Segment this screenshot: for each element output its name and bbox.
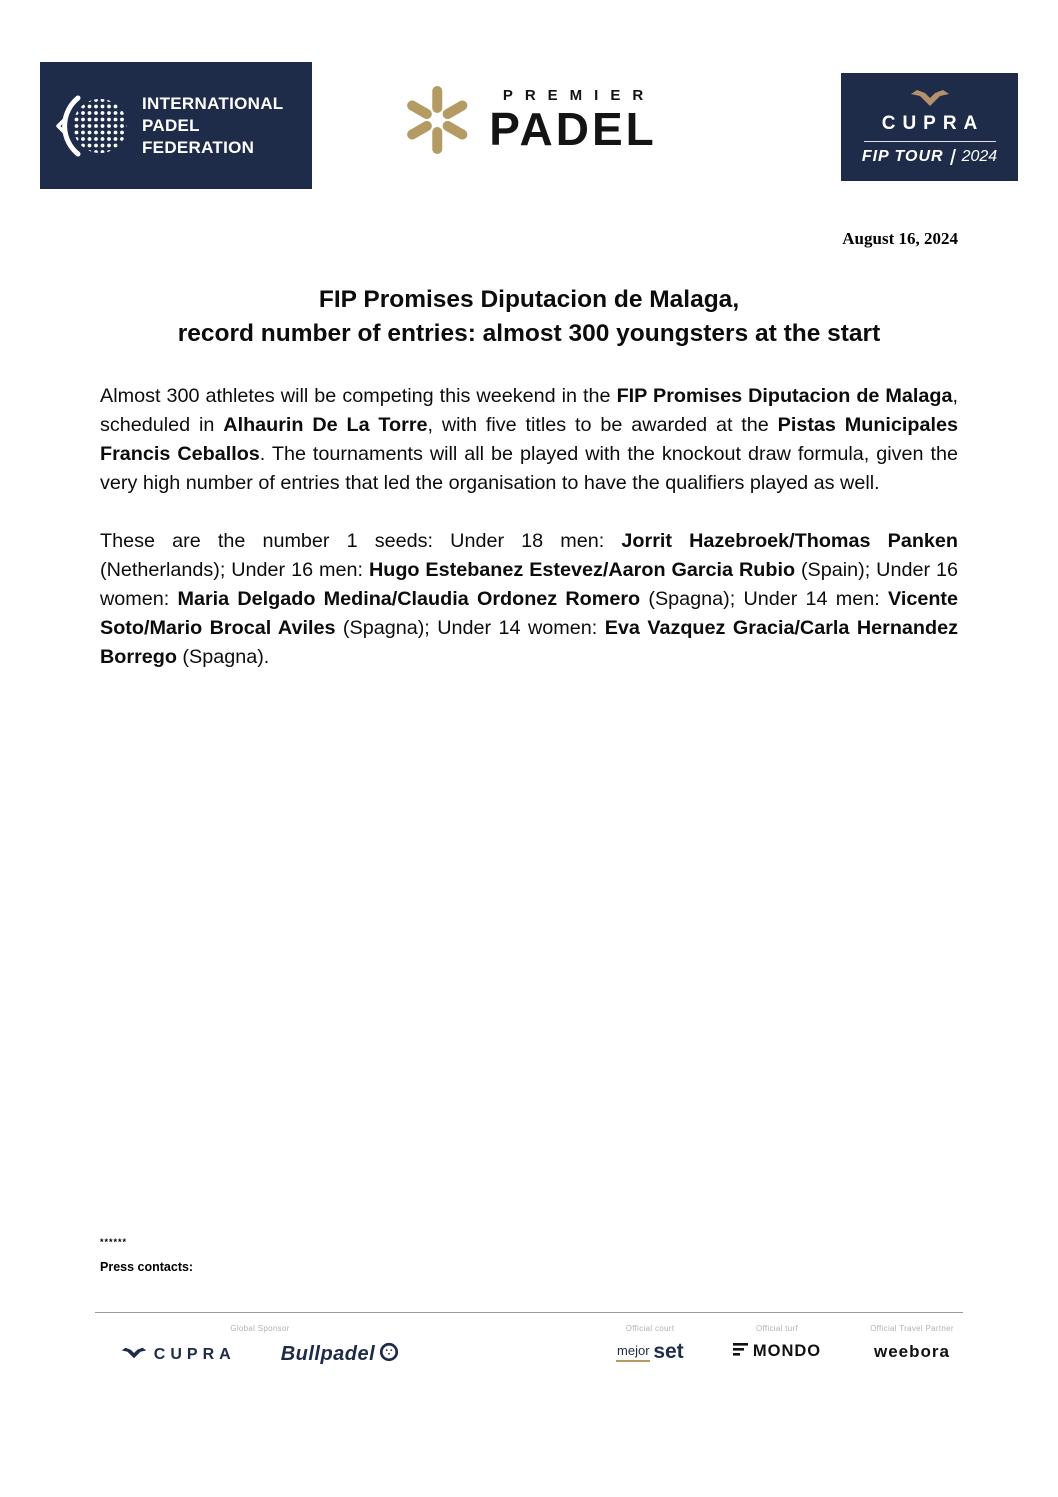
mejorset-mejor-word: mejor [617,1342,650,1358]
document-date: August 16, 2024 [842,229,958,248]
official-court-group [590,1324,710,1362]
premier-padel-asterisk-icon [401,84,473,156]
separator-asterisks: ****** [100,1237,128,1247]
official-turf-label: Official turf [756,1324,798,1333]
official-travel-label: Official Travel Partner [870,1324,954,1333]
premier-padel-logo [401,84,657,156]
global-sponsor-logos [121,1342,399,1367]
bullpadel-logo [281,1342,400,1367]
cupra-footer-wordmark: CUPRA [153,1345,236,1363]
fip-tour-separator [950,149,956,165]
weebora-wordmark: weebora [874,1342,950,1361]
mejorset-set-word: set [653,1340,684,1363]
ipf-word-international: INTERNATIONAL [142,93,284,113]
cupra-footer-logo [121,1346,236,1364]
fip-tour-wordmark: FIP TOUR [861,147,944,165]
global-sponsor-label: Global Sponsor [230,1324,290,1333]
paragraph-2: These are the number 1 seeds: Under 18 men: Jorrit Hazebroek/Thomas Panken (Netherlands); Under 16 men: Hugo Estebanez Estevez/Aaron Garcia Rubio (Spain); Under 16 women: Maria Delgado Medina/Claudia Ordonez Romero (Spagna); Under 14 men: Vicente Soto/Mario Brocal Aviles (Spagna); Under 14 women: Eva Vazquez Gracia/Carla Hernandez Borrego (Spagna). [100,530,958,668]
official-turf-group [717,1324,837,1361]
padel-word: PADEL [489,102,657,155]
fip-tour-year: 2024 [961,147,998,165]
mejorset-gold-accent [616,1360,650,1363]
mejorset-mejor-block [616,1343,650,1363]
body-text [100,382,958,672]
title-line-2: record number of entries: almost 300 youngsters at the start [177,320,881,347]
ipf-word-padel: PADEL [142,115,200,135]
weebora-logo [874,1342,950,1362]
sponsor-footer [95,1324,963,1384]
ipf-logo-text [142,93,283,159]
premier-padel-wordmark [489,87,657,154]
ipf-logo [40,62,312,189]
cupra-fip-tour-logo [841,73,1018,181]
footer-divider [95,1312,963,1313]
cupra-box-divider [864,141,996,142]
mondo-logo [733,1342,821,1361]
cupra-emblem-icon [121,1346,147,1364]
title-line-1: FIP Promises Diputacion de Malaga, [318,286,740,313]
bullpadel-racket-icon [379,1342,399,1367]
press-contacts-label: Press contacts: [100,1260,194,1274]
ipf-word-federation: FEDERATION [142,137,255,157]
mejorset-logo [616,1342,683,1362]
mondo-wordmark: MONDO [752,1342,822,1360]
ipf-dotted-ball-icon [54,84,134,168]
cupra-emblem-icon [910,89,950,107]
fip-tour-row [862,148,997,166]
global-sponsor-group [95,1324,425,1367]
cupra-wordmark: CUPRA [881,112,985,134]
document-title [60,283,998,351]
premier-word: PREMIER [502,86,656,104]
official-court-label: Official court [625,1324,675,1333]
paragraph-1: Almost 300 athletes will be competing this weekend in the FIP Promises Diputacion de Malaga, scheduled in Alhaurin De La Torre, with five titles to be awarded at the Pistas Municipales Francis Ceballos. The tournaments will all be played with the knockout draw formula, given the very high number of entries that led the organisation to have the qualifiers played as well. [100,385,959,494]
bullpadel-wordmark: Bullpadel [280,1343,376,1365]
official-travel-group [852,1324,972,1362]
mondo-bars-icon [733,1343,748,1361]
